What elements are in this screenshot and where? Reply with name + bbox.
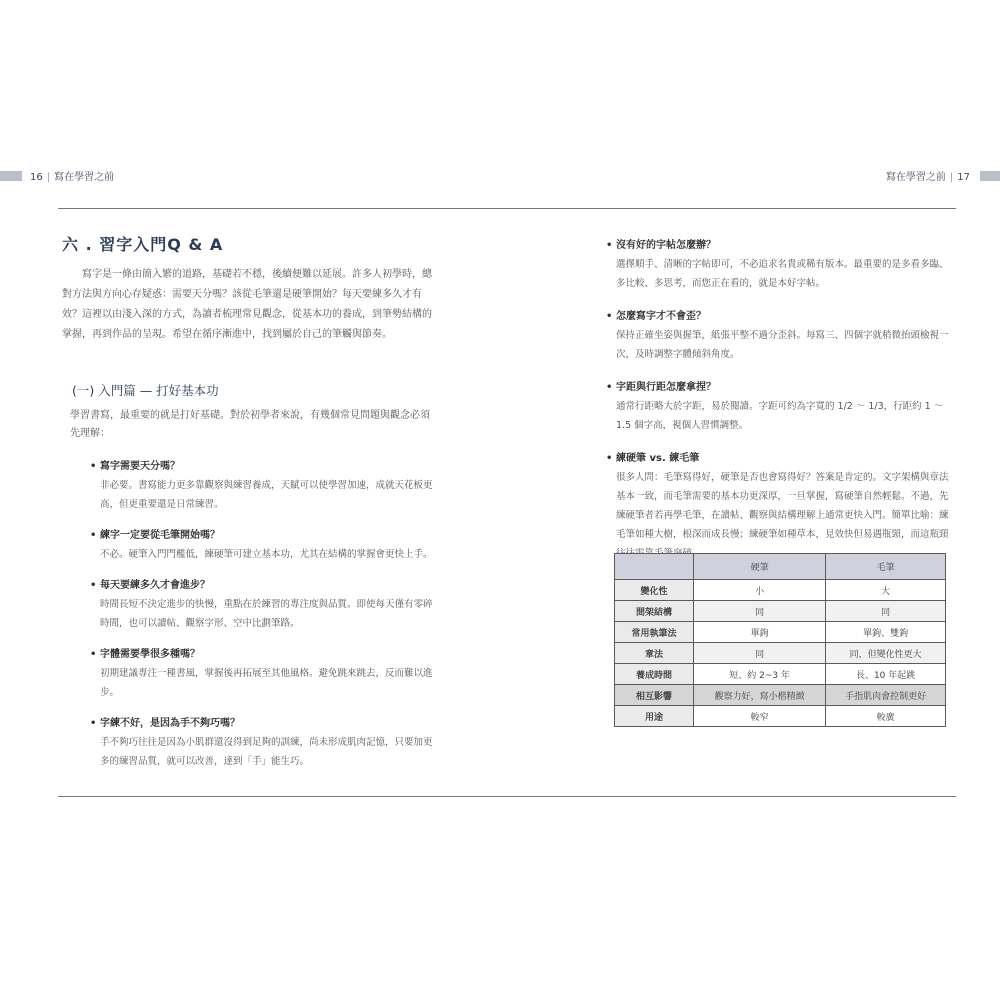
qa-item-styles [90, 645, 434, 702]
qa-item-copybook [606, 236, 950, 293]
comparison-table [614, 553, 946, 727]
row-label: 間架結構 [615, 601, 694, 622]
running-title-left: 寫在學習之前 [54, 172, 115, 183]
cell-hard-pen: 短、約 2~3 年 [694, 664, 826, 685]
table-header-hard-pen: 硬筆 [694, 554, 826, 580]
answer: 不必。硬筆入門門檻低，練硬筆可建立基本功，尤其在結構的掌握會更快上手。 [100, 549, 433, 560]
question-text: 字體需要學很多種嗎？ [100, 649, 200, 660]
running-title-right: 寫在學習之前 [885, 172, 946, 183]
answer: 保持正確坐姿與握筆，紙張平整不過分歪斜。每寫三、四個字就稍微抬頭檢視一次，及時調整字體傾斜角度。 [616, 330, 949, 360]
qa-item-slant [606, 307, 950, 364]
cell-hard-pen: 同 [694, 601, 826, 622]
question [90, 576, 434, 591]
qa-item-spacing [606, 378, 950, 435]
row-label: 養成時間 [615, 664, 694, 685]
answer: 手不夠巧往往是因為小肌群還沒得到足夠的訓練，尚未形成肌肉記憶，只要加更多的練習品質，就可以改善，達到「手」能生巧。 [100, 737, 433, 767]
page-number-left: 16 [30, 172, 43, 183]
question-text: 每天要練多久才會進步？ [100, 580, 210, 591]
table-row [615, 622, 946, 643]
bullet-icon: • [90, 649, 97, 660]
table-row [615, 580, 946, 601]
cell-brush: 大 [826, 580, 946, 601]
table-header-brush: 毛筆 [826, 554, 946, 580]
row-label: 變化性 [615, 580, 694, 601]
cell-hard-pen: 較窄 [694, 706, 826, 727]
page-number-right: 17 [957, 172, 970, 183]
cell-brush: 較廣 [826, 706, 946, 727]
section-title: 六 . 習字入門Q & A [62, 235, 224, 254]
subsection-intro: 學習書寫，最重要的就是打好基礎。對於初學者來說，有幾個常見問題與觀念必須先理解： [70, 410, 430, 439]
question [606, 449, 950, 464]
header-left-accent-bar [0, 171, 22, 181]
right-column [606, 236, 950, 577]
bottom-rule [58, 796, 956, 797]
table-row [615, 664, 946, 685]
answer: 時間長短不決定進步的快慢，重點在於練習的專注度與品質。即使每天僅有零碎時間，也可以讀帖、觀察字形、空中比劃筆路。 [100, 599, 433, 629]
qa-item-practice-time [90, 576, 434, 633]
cell-hard-pen: 同 [694, 643, 826, 664]
bullet-icon: • [606, 311, 613, 322]
answer: 非必要。書寫能力更多靠觀察與練習養成，天賦可以使學習加速，成就天花板更高，但更重要還是日常練習。 [100, 480, 433, 510]
cell-brush: 單鉤、雙鉤 [826, 622, 946, 643]
bullet-icon: • [606, 382, 613, 393]
question-text: 字距與行距怎麼拿捏？ [616, 382, 716, 393]
bullet-icon: • [606, 453, 613, 464]
bullet-icon: • [90, 718, 97, 729]
question [606, 236, 950, 251]
table-row [615, 643, 946, 664]
cell-hard-pen: 小 [694, 580, 826, 601]
table-header-corner [615, 554, 694, 580]
question [606, 307, 950, 322]
header-left [30, 168, 114, 183]
row-label: 相互影響 [615, 685, 694, 706]
question-text: 寫字需要天分嗎？ [100, 461, 180, 472]
answer: 選擇順手、清晰的字帖即可，不必追求名貴或稀有版本。最重要的是多看多臨、多比較、多思考，而您正在看的，就是本好字帖。 [616, 259, 949, 289]
cell-hard-pen: 觀察力好，寫小楷精緻 [694, 685, 826, 706]
question [90, 457, 434, 472]
cell-brush: 同，但變化性更大 [826, 643, 946, 664]
row-label: 常用執筆法 [615, 622, 694, 643]
left-column [62, 232, 434, 783]
question-text: 怎麼寫字才不會歪？ [616, 311, 706, 322]
cell-brush: 同 [826, 601, 946, 622]
bullet-icon: • [606, 240, 613, 251]
question-text: 沒有好的字帖怎麼辦？ [616, 240, 716, 251]
question-text: 練硬筆 vs. 練毛筆 [616, 453, 700, 464]
answer: 很多人問：毛筆寫得好，硬筆是否也會寫得好？答案是肯定的。文字架構與章法基本一致，而毛筆需要的基本功更深厚，一旦掌握，寫硬筆自然輕鬆。不過，先練硬筆者若再學毛筆，在讀帖、觀察與結構理解上通常更快入門。簡單比喻：練毛筆如種大樹，根深而成長慢；練硬筆如種草本，見效快但易遇瓶頸，而這瓶頸 [616, 472, 949, 540]
question [606, 378, 950, 393]
cell-brush: 手指肌肉會控制更好 [826, 685, 946, 706]
qa-item-talent [90, 457, 434, 514]
row-label: 章法 [615, 643, 694, 664]
bullet-icon: • [90, 461, 97, 472]
header-right [886, 168, 970, 183]
table-row [615, 706, 946, 727]
answer: 通常行距略大於字距，易於閱讀。字距可約為字寬的 1/2 ～ 1/3，行距約 1 ～ 1.5 個字高，視個人習慣調整。 [616, 401, 944, 431]
row-label: 用途 [615, 706, 694, 727]
question [90, 645, 434, 660]
cell-hard-pen: 單鉤 [694, 622, 826, 643]
table-header-row [615, 554, 946, 580]
question-text: 練字一定要從毛筆開始嗎？ [100, 530, 220, 541]
subsection-title: (一) 入門篇 — 打好基本功 [72, 383, 219, 398]
question [90, 526, 434, 541]
question [90, 714, 434, 729]
top-rule [58, 208, 956, 209]
cell-brush: 長、10 年起跳 [826, 664, 946, 685]
table-row [615, 601, 946, 622]
header-right-accent-bar [980, 171, 1000, 181]
qa-item-brush-first [90, 526, 434, 564]
header-separator: | [46, 172, 51, 183]
question-text: 字練不好，是因為手不夠巧嗎？ [100, 718, 240, 729]
table-row [615, 685, 946, 706]
qa-item-hard-vs-brush [606, 449, 950, 563]
section-intro: 寫字是一條由簡入繁的道路，基礎若不穩，後續便難以延展。許多人初學時，總對方法與方向心存疑惑：需要天分嗎？該從毛筆還是硬筆開始？每天要練多久才有效？這裡以由淺入深的方式，為讀者梳理常見觀念，從基本功的養成，到筆勢結構的掌握，再到作品的呈現。希望在循序漸進中，找到屬於自己的筆觸與節奏。 [62, 269, 432, 340]
answer: 初期建議專注一種書風，掌握後再拓展至其他風格。避免跳來跳去，反而難以進步。 [100, 668, 433, 698]
bullet-icon: • [90, 530, 97, 541]
qa-item-dexterity [90, 714, 434, 771]
header-separator: | [949, 172, 954, 183]
bullet-icon: • [90, 580, 97, 591]
